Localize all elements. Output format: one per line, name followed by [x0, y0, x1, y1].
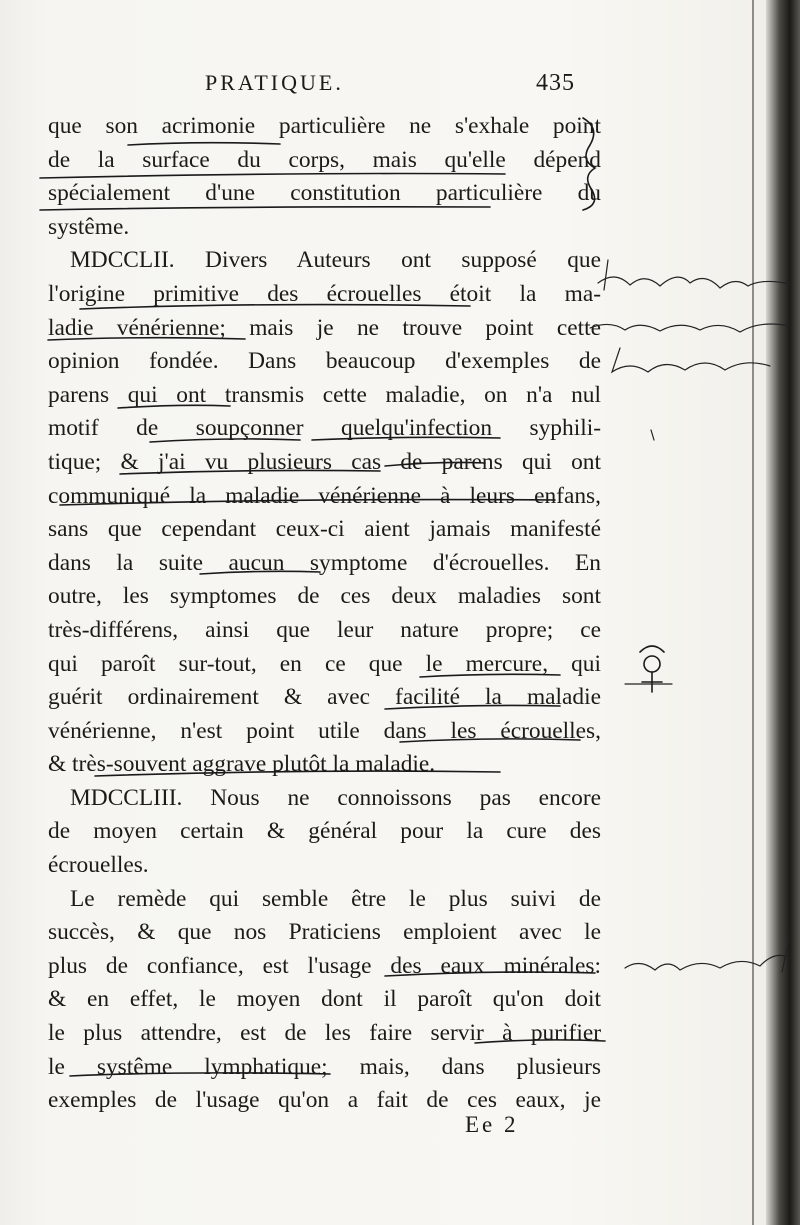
text-line: systême. — [48, 213, 130, 240]
text-line: exemples de l'usage qu'on a fait de ces eaux, je — [48, 1087, 601, 1114]
margin-scribble-3 — [612, 348, 770, 372]
text-line: outre, les symptomes de ces deux maladies sont — [48, 583, 601, 610]
text-line: très-différens, ainsi que leur nature propre; ce — [48, 616, 601, 643]
text-line: plus de confiance, est l'usage des eaux minérales: — [48, 952, 601, 979]
text-line: de la surface du corps, mais qu'elle dépend — [48, 146, 601, 173]
text-line: le plus attendre, est de les faire servir à purifier — [48, 1020, 601, 1047]
text-line: ladie vénérienne; mais je ne trouve point cette — [48, 314, 601, 341]
page-number: 435 — [536, 70, 575, 96]
text-line: succès, & que nos Praticiens emploient avec le — [48, 919, 601, 946]
text-line: le systême lymphatique; mais, dans plusieurs — [48, 1053, 601, 1080]
running-title: PRATIQUE. — [205, 70, 344, 95]
margin-tick — [651, 430, 654, 440]
text-line: parens qui ont transmis cette maladie, on n'a nul — [48, 381, 601, 408]
text-line: de moyen certain & général pour la cure des — [48, 818, 601, 845]
paragraph-mdcclii-start: MDCCLII. Divers Auteurs ont supposé que — [70, 247, 601, 274]
book-spine — [766, 0, 800, 1225]
text-line: vénérienne, n'est point utile dans les écrouelles, — [48, 717, 601, 744]
text-line: dans la suite aucun symptome d'écrouelles. En — [48, 549, 601, 576]
binding-shadow — [752, 0, 754, 1225]
text-line: qui paroît sur-tout, en ce que le mercure, qui — [48, 650, 601, 677]
text-line: l'origine primitive des écrouelles étoit la ma- — [48, 280, 601, 307]
text-line: spécialement d'une constitution particulière du — [48, 180, 601, 207]
text-line: & très-souvent aggrave plutôt la maladie. — [48, 751, 436, 778]
text-line: motif de soupçonner quelqu'infection syphili- — [48, 415, 601, 442]
mercury-symbol-mark — [625, 646, 672, 692]
text-line: sans que cependant ceux-ci aient jamais manifesté — [48, 516, 601, 543]
running-head — [205, 70, 575, 102]
text-line: opinion fondée. Dans beaucoup d'exemples de — [48, 348, 601, 375]
text-line: que son acrimonie particulière ne s'exhale point — [48, 113, 601, 139]
text-line: tique; & j'ai vu plusieurs cas de parens qui ont — [48, 448, 601, 475]
text-line: & en effet, le moyen dont il paroît qu'on doit — [48, 986, 601, 1013]
paragraph-mdccliii-start: MDCCLIII. Nous ne connoissons pas encore — [70, 784, 601, 811]
text-line: communiqué la maladie vénérienne à leurs enfans, — [48, 482, 601, 509]
body-text — [48, 110, 601, 1118]
text-line: guérit ordinairement & avec facilité la maladie — [48, 684, 601, 711]
signature-mark: Ee 2 — [465, 1112, 519, 1137]
text-line: écrouelles. — [48, 852, 149, 879]
paragraph-remede-start: Le remède qui semble être le plus suivi de — [70, 885, 601, 912]
margin-scribble-2 — [590, 324, 790, 332]
margin-scribble-1 — [598, 260, 790, 290]
